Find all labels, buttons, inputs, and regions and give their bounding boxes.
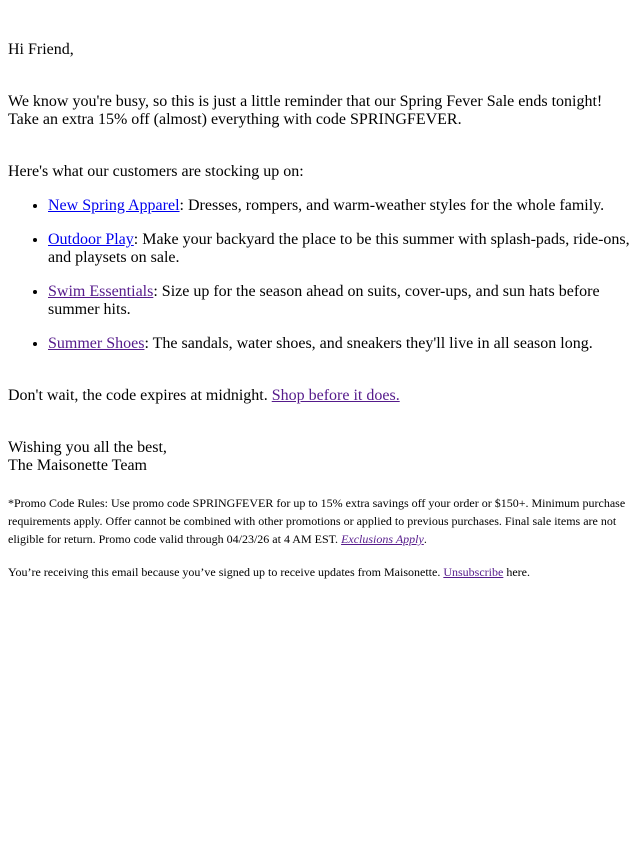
outdoor-play-link[interactable]: Outdoor Play [48, 231, 134, 248]
signoff-line-1: Wishing you all the best, [8, 439, 167, 456]
signoff-line-2: The Maisonette Team [8, 457, 147, 474]
exclusions-link[interactable]: Exclusions Apply [341, 532, 424, 546]
promo-legal-text [8, 494, 632, 548]
footer-end: here. [503, 565, 530, 579]
new-spring-apparel-link[interactable]: New Spring Apparel [48, 197, 180, 214]
email-footer [8, 564, 632, 580]
item-description: : Dresses, rompers, and warm-weather styles for the whole family. [179, 197, 605, 214]
item-description: : The sandals, water shoes, and sneakers they'll live in all season long. [144, 335, 593, 352]
item-description: : Make your backyard the place to be this summer with splash-pads, ride-ons, and playsets on sale. [48, 231, 630, 266]
list-item [48, 197, 632, 215]
unsubscribe-link[interactable]: Unsubscribe [443, 565, 504, 579]
products-lead: Here's what our customers are stocking up on: [8, 163, 304, 180]
greeting: Hi Friend, [8, 41, 74, 58]
legal-end: . [423, 532, 427, 546]
legal-text: *Promo Code Rules: Use promo code SPRINGFEVER for up to 15% extra savings off your order or $150+. Minimum purchase requirements apply. Offer cannot be combined with other promotions or applied to previous purchases. Final sale items are not eligible for return. Promo code valid through 04/23/26 at 4 AM EST. [8, 496, 626, 546]
list-item [48, 283, 632, 319]
summer-shoes-link[interactable]: Summer Shoes [48, 335, 145, 352]
signoff [8, 439, 167, 475]
footer-text: You’re receiving this email because you’ve signed up to receive updates from Maisonette. [8, 565, 444, 579]
intro-paragraph: We know you're busy, so this is just a little reminder that our Spring Fever Sale ends tonight! Take an extra 15% off (almost) everything with code SPRINGFEVER. [8, 93, 603, 128]
list-item [48, 335, 632, 353]
item-description: : Size up for the season ahead on suits, cover-ups, and sun hats before summer hits. [48, 283, 600, 318]
list-item [48, 231, 632, 267]
shop-now-link[interactable]: Shop before it does. [271, 387, 400, 404]
product-list [8, 197, 632, 369]
urgency-text: Don't wait, the code expires at midnight. [8, 387, 272, 404]
urgency-line [8, 387, 400, 405]
swim-essentials-link[interactable]: Swim Essentials [48, 283, 154, 300]
